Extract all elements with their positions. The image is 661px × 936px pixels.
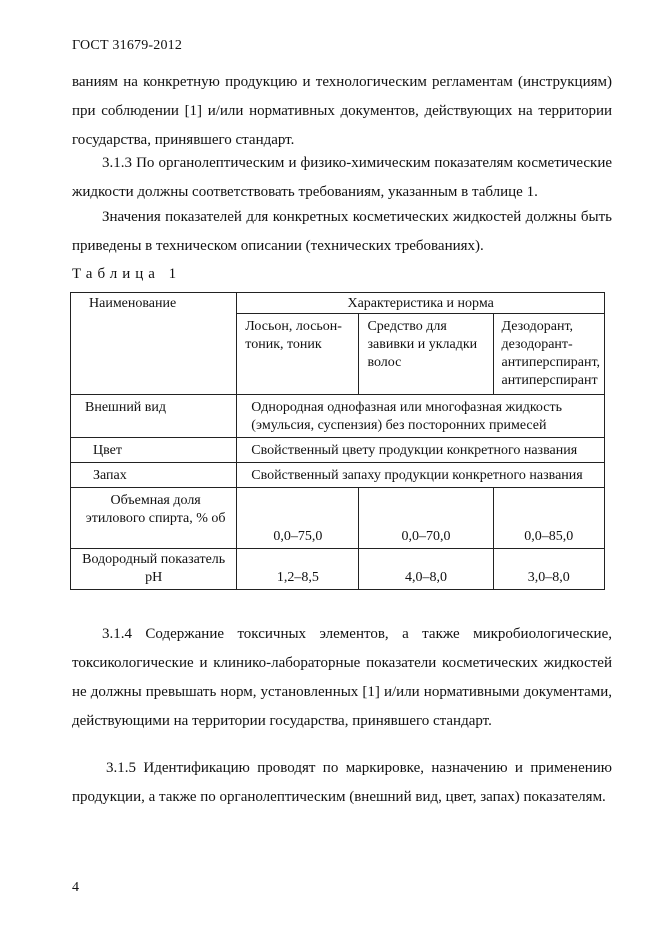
paragraph-requirements-continuation: ваниям на конкретную продукцию и технологическим регламентам (инструкциям) при соблюдении [1] и/или нормативных документов, действующих на территории государства, принявшего стандарт. xyxy=(72,74,612,148)
paragraph-3-1-3: 3.1.3 По органолептическим и физико-химическим показателям косметические жидкости должны соответствовать требованиям, указанным в таблице 1. xyxy=(72,155,612,200)
header-name-cell: Наименование xyxy=(71,293,237,395)
paragraph-3-1-4: 3.1.4 Содержание токсичных элементов, а также микробиологические, токсикологические и клинико-лабораторные показатели косметических жидкостей не должны превышать норм, установленных [1] и/или нормативными документами, действующими на территории государства, принявшего стандарт. xyxy=(72,626,612,729)
label-appearance: Внешний вид xyxy=(71,395,237,438)
document-header: ГОСТ 31679-2012 xyxy=(72,38,183,53)
value-ph-hair: 4,0–8,0 xyxy=(359,549,493,590)
subheader-hair-styling: Средство для завивки и укладки волос xyxy=(359,314,493,395)
page-number: 4 xyxy=(72,880,79,895)
value-color: Свойственный цвету продукции конкретного названия xyxy=(237,438,605,463)
table-row-appearance xyxy=(71,395,605,438)
header-characteristic-cell: Характеристика и норма xyxy=(237,293,605,314)
value-appearance: Однородная однофазная или многофазная жидкость (эмульсия, суспензия) без посторонних примесей xyxy=(237,395,605,438)
table-header-row xyxy=(71,293,605,314)
value-ethanol-deodorant: 0,0–85,0 xyxy=(493,488,604,549)
paragraph-3-1-5: 3.1.5 Идентификацию проводят по маркировке, назначению и применению продукции, а также по органолептическим (внешний вид, цвет, запах) показателям. xyxy=(72,760,612,805)
paragraph-indicator-values: Значения показателей для конкретных косметических жидкостей должны быть приведены в техническом описании (технических требованиях). xyxy=(72,209,612,254)
table-caption: Таблица 1 xyxy=(72,266,182,282)
table-row-color xyxy=(71,438,605,463)
label-smell: Запах xyxy=(71,463,237,488)
label-ph: Водородный показатель pH xyxy=(71,549,237,590)
value-ethanol-hair: 0,0–70,0 xyxy=(359,488,493,549)
table-row-smell xyxy=(71,463,605,488)
value-ph-lotion: 1,2–8,5 xyxy=(237,549,359,590)
requirements-table xyxy=(70,292,605,590)
value-smell: Свойственный запаху продукции конкретного названия xyxy=(237,463,605,488)
table-row-ethanol xyxy=(71,488,605,549)
value-ph-deodorant: 3,0–8,0 xyxy=(493,549,604,590)
subheader-lotion: Лосьон, лосьон-тоник, тоник xyxy=(237,314,359,395)
label-ethanol: Объемная доля этилового спирта, % об xyxy=(71,488,237,549)
table-row-ph xyxy=(71,549,605,590)
subheader-deodorant: Дезодорант, дезодорант-антиперспирант, антиперспирант xyxy=(493,314,604,395)
value-ethanol-lotion: 0,0–75,0 xyxy=(237,488,359,549)
label-color: Цвет xyxy=(71,438,237,463)
